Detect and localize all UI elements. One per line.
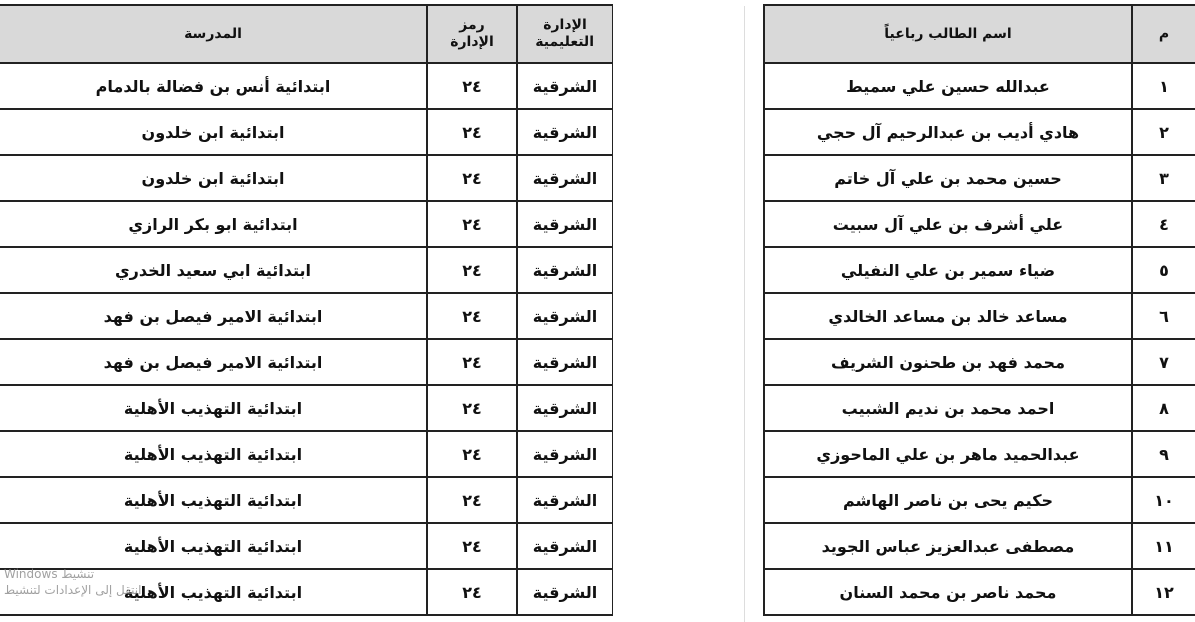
school-name-cell: ابتدائية ابي سعيد الخدري bbox=[0, 247, 427, 293]
blank-column-block bbox=[614, 6, 745, 622]
education-admin-cell: الشرقية bbox=[517, 385, 613, 431]
student-number-cell: ٥ bbox=[1132, 247, 1195, 293]
school-name-cell: ابتدائية ابن خلدون bbox=[0, 155, 427, 201]
student-number-cell: ١٠ bbox=[1132, 477, 1195, 523]
school-row bbox=[0, 339, 613, 385]
school-row bbox=[0, 247, 613, 293]
admin-code-cell: ٢٤ bbox=[427, 569, 517, 615]
header-admin-code: رمز الإدارة bbox=[427, 5, 517, 63]
student-row bbox=[764, 109, 1195, 155]
student-name-cell: محمد فهد بن طحنون الشريف bbox=[764, 339, 1132, 385]
student-name-cell: مساعد خالد بن مساعد الخالدي bbox=[764, 293, 1132, 339]
student-name-cell: محمد ناصر بن محمد السنان bbox=[764, 569, 1132, 615]
student-name-cell: علي أشرف بن علي آل سبيت bbox=[764, 201, 1132, 247]
admin-code-cell: ٢٤ bbox=[427, 431, 517, 477]
student-row bbox=[764, 523, 1195, 569]
student-number-cell: ٨ bbox=[1132, 385, 1195, 431]
school-row bbox=[0, 201, 613, 247]
student-name-cell: عبدالله حسين علي سميط bbox=[764, 63, 1132, 109]
student-name-cell: مصطفى عبدالعزيز عباس الجويد bbox=[764, 523, 1132, 569]
student-name-cell: هادي أديب بن عبدالرحيم آل حجي bbox=[764, 109, 1132, 155]
admin-code-cell: ٢٤ bbox=[427, 247, 517, 293]
student-row bbox=[764, 63, 1195, 109]
student-number-cell: ١١ bbox=[1132, 523, 1195, 569]
student-row bbox=[764, 477, 1195, 523]
admin-code-cell: ٢٤ bbox=[427, 201, 517, 247]
student-row bbox=[764, 339, 1195, 385]
school-row bbox=[0, 293, 613, 339]
school-row bbox=[0, 385, 613, 431]
education-admin-cell: الشرقية bbox=[517, 339, 613, 385]
school-row bbox=[0, 523, 613, 569]
school-info-table bbox=[0, 4, 614, 616]
school-name-cell: ابتدائية التهذيب الأهلية bbox=[0, 477, 427, 523]
school-name-cell: ابتدائية التهذيب الأهلية bbox=[0, 431, 427, 477]
admin-code-cell: ٢٤ bbox=[427, 63, 517, 109]
admin-code-cell: ٢٤ bbox=[427, 477, 517, 523]
header-number: م bbox=[1132, 5, 1195, 63]
student-row bbox=[764, 155, 1195, 201]
student-number-cell: ١٢ bbox=[1132, 569, 1195, 615]
school-row bbox=[0, 63, 613, 109]
education-admin-cell: الشرقية bbox=[517, 155, 613, 201]
admin-code-cell: ٢٤ bbox=[427, 155, 517, 201]
education-admin-cell: الشرقية bbox=[517, 293, 613, 339]
education-admin-cell: الشرقية bbox=[517, 569, 613, 615]
education-admin-cell: الشرقية bbox=[517, 431, 613, 477]
student-row bbox=[764, 247, 1195, 293]
student-names-table bbox=[763, 4, 1195, 616]
admin-code-cell: ٢٤ bbox=[427, 385, 517, 431]
education-admin-cell: الشرقية bbox=[517, 109, 613, 155]
admin-code-cell: ٢٤ bbox=[427, 293, 517, 339]
education-admin-cell: الشرقية bbox=[517, 247, 613, 293]
student-number-cell: ٩ bbox=[1132, 431, 1195, 477]
education-admin-cell: الشرقية bbox=[517, 63, 613, 109]
windows-activation-watermark bbox=[4, 566, 184, 598]
admin-code-cell: ٢٤ bbox=[427, 339, 517, 385]
school-row bbox=[0, 477, 613, 523]
student-row bbox=[764, 385, 1195, 431]
student-row bbox=[764, 569, 1195, 615]
school-name-cell: ابتدائية التهذيب الأهلية bbox=[0, 569, 427, 615]
student-table-header-row bbox=[764, 5, 1195, 63]
student-row bbox=[764, 201, 1195, 247]
student-number-cell: ٢ bbox=[1132, 109, 1195, 155]
school-name-cell: ابتدائية ابن خلدون bbox=[0, 109, 427, 155]
education-admin-cell: الشرقية bbox=[517, 523, 613, 569]
student-name-cell: عبدالحميد ماهر بن علي الماحوزي bbox=[764, 431, 1132, 477]
school-row bbox=[0, 155, 613, 201]
school-name-cell: ابتدائية أنس بن فضالة بالدمام bbox=[0, 63, 427, 109]
student-number-cell: ١ bbox=[1132, 63, 1195, 109]
header-education-admin: الإدارة التعليمية bbox=[517, 5, 613, 63]
school-row bbox=[0, 109, 613, 155]
header-school: المدرسة bbox=[0, 5, 427, 63]
student-row bbox=[764, 431, 1195, 477]
school-name-cell: ابتدائية الامير فيصل بن فهد bbox=[0, 339, 427, 385]
student-number-cell: ٧ bbox=[1132, 339, 1195, 385]
header-student-name: اسم الطالب رباعياً bbox=[764, 5, 1132, 63]
school-name-cell: ابتدائية الامير فيصل بن فهد bbox=[0, 293, 427, 339]
student-name-cell: حكيم يحى بن ناصر الهاشم bbox=[764, 477, 1132, 523]
student-row bbox=[764, 293, 1195, 339]
education-admin-cell: الشرقية bbox=[517, 477, 613, 523]
admin-code-cell: ٢٤ bbox=[427, 523, 517, 569]
student-name-cell: حسين محمد بن علي آل خاتم bbox=[764, 155, 1132, 201]
student-number-cell: ٦ bbox=[1132, 293, 1195, 339]
watermark-line-1: تنشيط Windows bbox=[4, 567, 95, 581]
student-name-cell: ضياء سمير بن علي النفيلي bbox=[764, 247, 1132, 293]
school-row bbox=[0, 431, 613, 477]
education-admin-cell: الشرقية bbox=[517, 201, 613, 247]
student-number-cell: ٤ bbox=[1132, 201, 1195, 247]
school-table-header-row bbox=[0, 5, 613, 63]
watermark-line-2: انتقل إلى الإعدادات لتنشيط bbox=[4, 583, 142, 597]
school-name-cell: ابتدائية التهذيب الأهلية bbox=[0, 523, 427, 569]
school-name-cell: ابتدائية ابو بكر الرازي bbox=[0, 201, 427, 247]
school-name-cell: ابتدائية التهذيب الأهلية bbox=[0, 385, 427, 431]
student-name-cell: احمد محمد بن نديم الشبيب bbox=[764, 385, 1132, 431]
admin-code-cell: ٢٤ bbox=[427, 109, 517, 155]
student-number-cell: ٣ bbox=[1132, 155, 1195, 201]
